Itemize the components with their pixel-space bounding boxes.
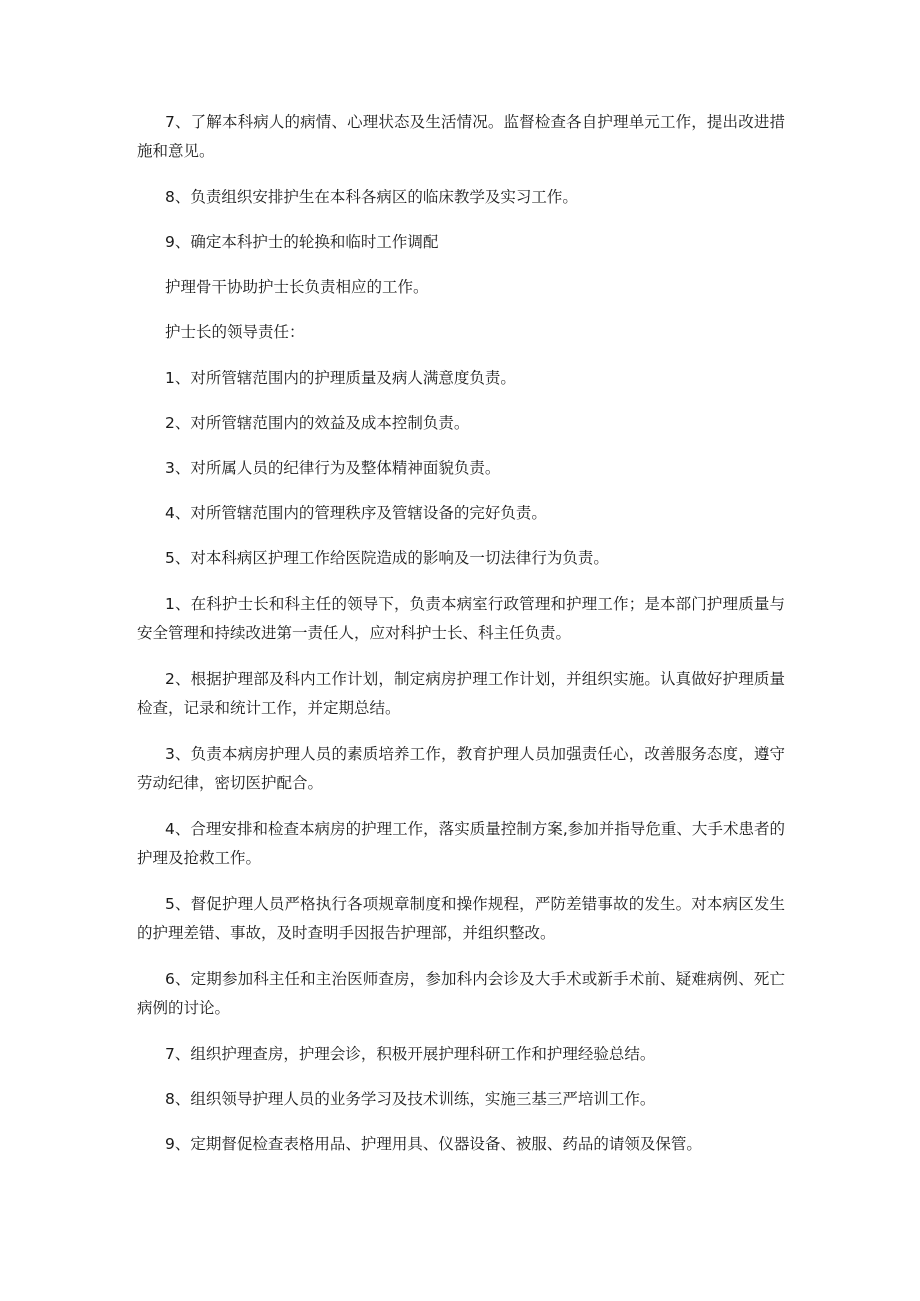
- paragraph-5: 护士长的领导责任：: [165, 323, 305, 341]
- paragraph-6: 1、对所管辖范围内的护理质量及病人满意度负责。: [165, 369, 516, 387]
- paragraph-12: 2、根据护理部及科内工作计划，制定病房护理工作计划，并组织实施。认真做好护理质量检查，记录和统计工作，并定期总结。: [137, 670, 785, 717]
- paragraph-15: 5、督促护理人员严格执行各项规章制度和操作规程，严防差错事故的发生。对本病区发生的护理差错、事故，及时查明手因报告护理部，并组织整改。: [137, 895, 785, 942]
- paragraph-11: 1、在科护士长和科主任的领导下，负责本病室行政管理和护理工作；是本部门护理质量与安全管理和持续改进第一责任人，应对科护士长、科主任负责。: [137, 595, 785, 642]
- paragraph-1: 7、了解本科病人的病情、心理状态及生活情况。监督检查各自护理单元工作，提出改进措施和意见。: [137, 113, 785, 160]
- paragraph-8: 3、对所属人员的纪律行为及整体精神面貌负责。: [165, 459, 501, 477]
- paragraph-14: 4、合理安排和检查本病房的护理工作，落实质量控制方案,参加并指导危重、大手术患者的护理及抢救工作。: [137, 820, 785, 867]
- paragraph-3: 9、确定本科护士的轮换和临时工作调配: [165, 233, 439, 251]
- paragraph-7: 2、对所管辖范围内的效益及成本控制负责。: [165, 414, 470, 432]
- paragraph-4: 护理骨干协助护士长负责相应的工作。: [165, 278, 429, 296]
- paragraph-19: 9、定期督促检查表格用品、护理用具、仪器设备、被服、药品的请领及保管。: [165, 1135, 702, 1153]
- paragraph-9: 4、对所管辖范围内的管理秩序及管辖设备的完好负责。: [165, 504, 547, 522]
- paragraph-2: 8、负责组织安排护生在本科各病区的临床教学及实习工作。: [165, 188, 578, 206]
- document-page: [137, 108, 785, 1159]
- paragraph-10: 5、对本科病区护理工作给医院造成的影响及一切法律行为负责。: [165, 549, 609, 567]
- paragraph-17: 7、组织护理查房，护理会诊，积极开展护理科研工作和护理经验总结。: [165, 1045, 656, 1063]
- paragraph-13: 3、负责本病房护理人员的素质培养工作，教育护理人员加强责任心，改善服务态度，遵守劳动纪律，密切医护配合。: [137, 745, 785, 792]
- paragraph-16: 6、定期参加科主任和主治医师查房，参加科内会诊及大手术或新手术前、疑难病例、死亡病例的讨论。: [137, 970, 785, 1017]
- paragraph-18: 8、组织领导护理人员的业务学习及技术训练，实施三基三严培训工作。: [165, 1090, 656, 1108]
